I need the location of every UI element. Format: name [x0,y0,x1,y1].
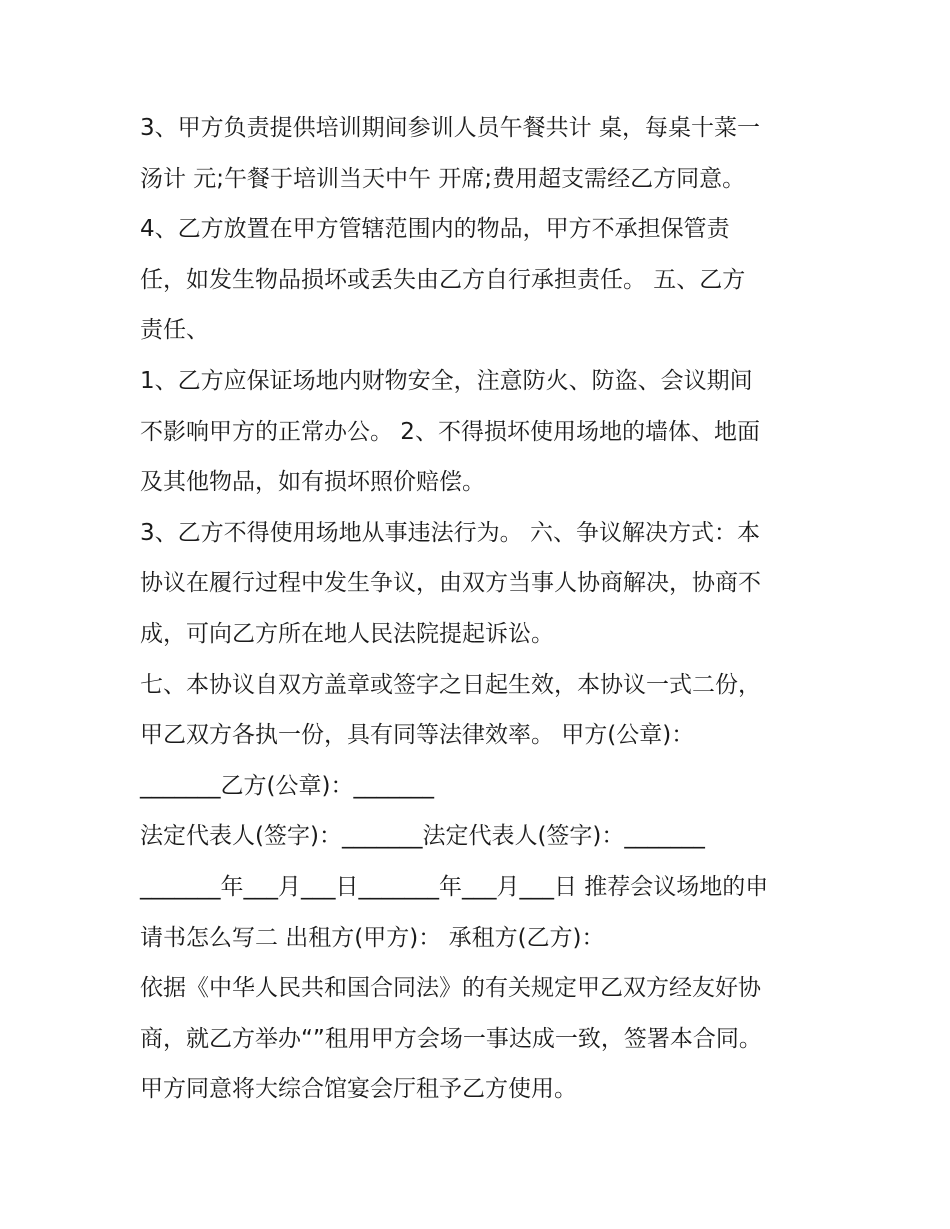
text-line: 汤计 元;午餐于培训当天中午 开席;费用超支需经乙方同意。 [140,165,746,192]
signature-line: 法定代表人(签字)：_______法定代表人(签字)：_______ [140,823,705,850]
text-line: 七、本协议自双方盖章或签字之日起生效，本协议一式二份， [140,671,761,698]
text-line: 任，如发生物品损坏或丢失由乙方自行承担责任。 五、乙方 [140,266,746,293]
text-line: 依据《中华人民共和国合同法》的有关规定甲乙双方经友好协 [140,975,761,1002]
document-body [140,103,820,1115]
text-line: 请书怎么写二 出租方(甲方)： 承租方(乙方)： [140,924,605,951]
text-line: 责任、 [140,317,209,344]
text-line: 1、乙方应保证场地内财物安全，注意防火、防盗、会议期间 [140,367,753,394]
text-line: 成，可向乙方所在地人民法院提起诉讼。 [140,620,554,647]
date-line: _______年___月___日_______年___月___日 推荐会议场地的申 [140,873,769,900]
signature-line: _______乙方(公章)：_______ [140,772,434,799]
text-line: 3、乙方不得使用场地从事违法行为。 六、争议解决方式：本 [140,519,760,546]
text-line: 3、甲方负责提供培训期间参训人员午餐共计 桌，每桌十菜一 [140,115,760,141]
text-line: 不影响甲方的正常办公。 2、不得损坏使用场地的墙体、地面 [140,418,760,445]
text-line: 4、乙方放置在甲方管辖范围内的物品，甲方不承担保管责 [140,216,730,243]
text-line: 商，就乙方举办“”租用甲方会场一事达成一致，签署本合同。 [140,1025,762,1052]
text-line: 甲乙双方各执一份，具有同等法律效率。 甲方(公章)： [140,722,695,749]
text-line: 协议在履行过程中发生争议，由双方当事人协商解决，协商不 [140,570,761,597]
text-line: 及其他物品，如有损坏照价赔偿。 [140,469,485,496]
text-line: 甲方同意将大综合馆宴会厅租予乙方使用。 [140,1076,577,1103]
